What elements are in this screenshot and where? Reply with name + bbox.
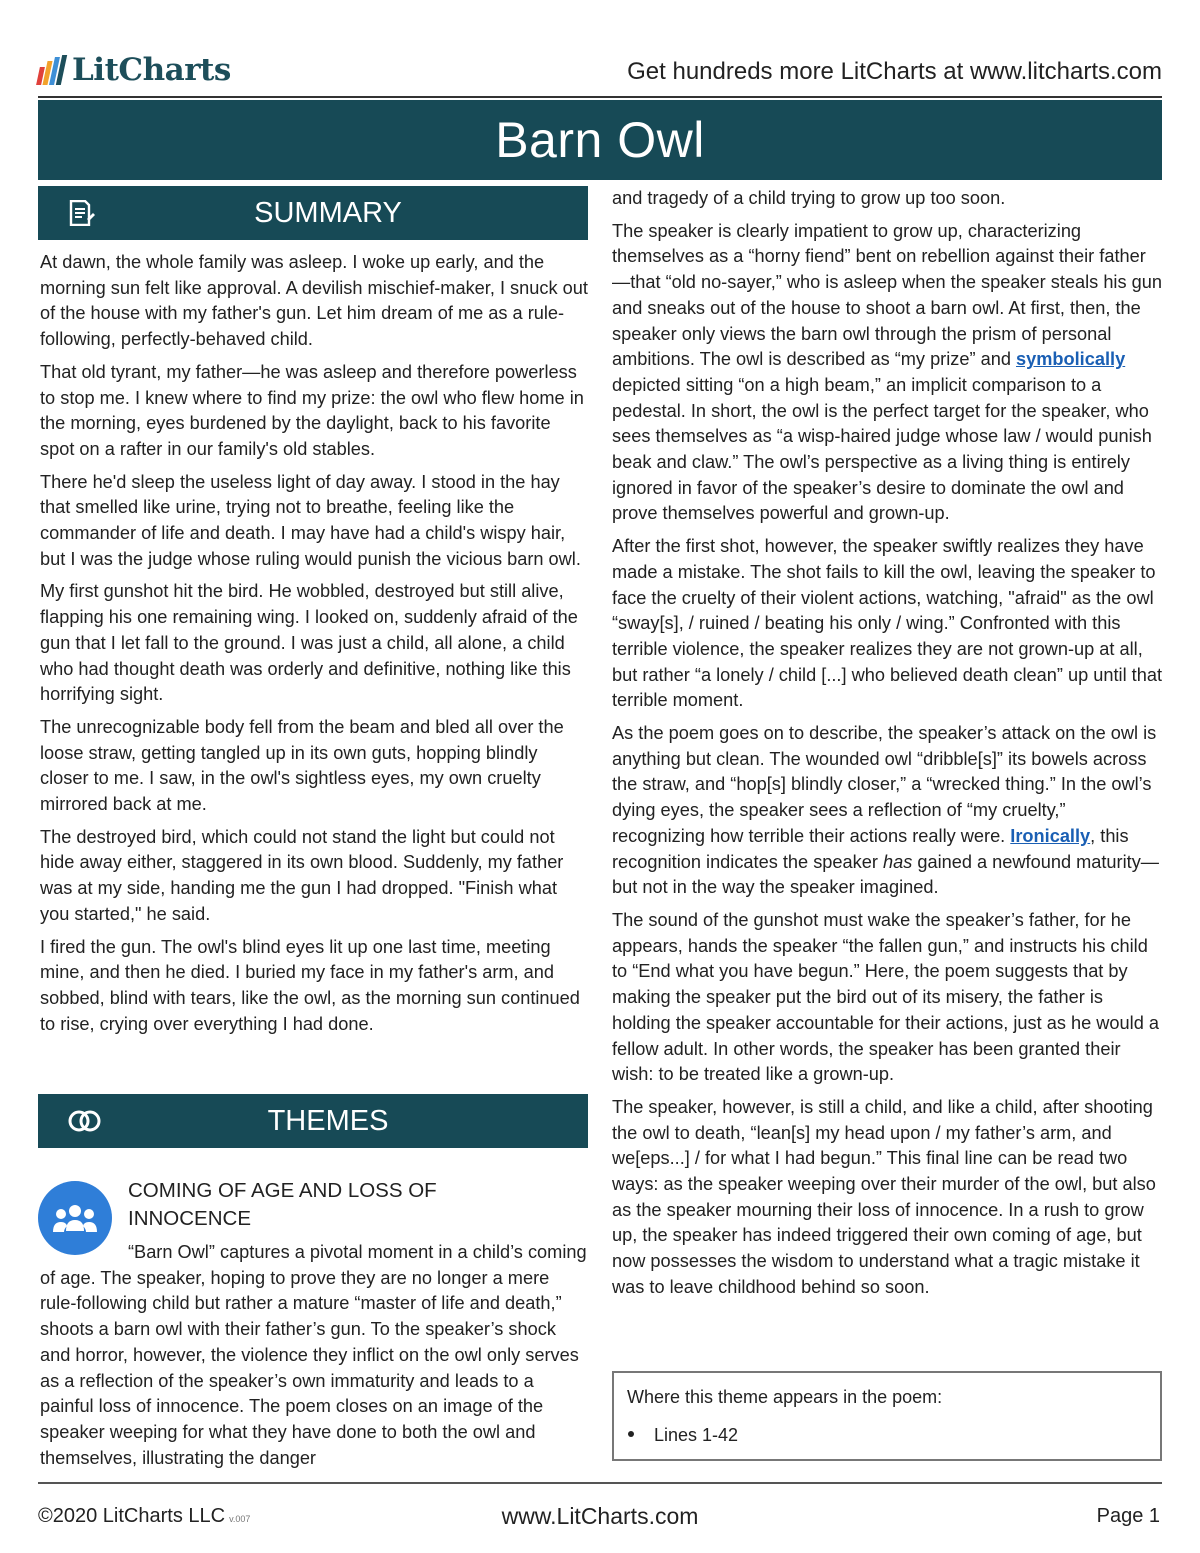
- theme-paragraph: The speaker, however, is still a child, and like a child, after shooting the owl to death, “lean[s] my head upon / my father’s arm, and we[eps...] / for what I had begun.” This final line can be read two ways: as the speaker weeping over their murder of the owl, but also as the speaker mourning their loss of innocence. In a rush to grow up, the speaker has indeed triggered their own coming of age, but now possesses the wisdom to understand what a tragic mistake it was to leave childhood behind so soon.: [612, 1096, 1156, 1297]
- litcharts-logo[interactable]: [38, 52, 231, 88]
- footer-divider: [38, 1482, 1162, 1484]
- title-bar: [38, 100, 1162, 180]
- symbolism-link[interactable]: symbolically: [1016, 349, 1126, 370]
- footer-url[interactable]: www.LitCharts.com: [501, 1503, 699, 1529]
- summary-paragraph: My first gunshot hit the bird. He wobbled, destroyed but still alive, flapping his one remaining wing. I looked on, suddenly afraid of the gun that I let fall to the ground. I was just a child, all alone, a child who had thought death was orderly and definitive, nothing like this horrifying sight.: [40, 581, 578, 705]
- text-run: depicted sitting “on a high beam,” an implicit comparison to a pedestal. In short, the owl is the perfect target for the speaker, who sees themselves as “a wisp-haired judge whose law / would punish beak and claw.” The owl’s perspective as a living thing is entirely ignored in favor of the speaker’s desire to dominate the owl and prove themselves powerful and grown-up.: [612, 374, 1152, 524]
- summary-paragraph: The destroyed bird, which could not stand the light but could not hide away either, staggered in its own blood. Suddenly, my father was at my side, handing me the gun I had dropped. "Finish what you started," he said.: [40, 826, 564, 924]
- copyright-text: ©2020 LitCharts LLC: [38, 1505, 226, 1527]
- theme-paragraph: “Barn Owl” captures a pivotal moment in a child’s coming of age. The speaker, hoping to prove they are no longer a mere rule-following child but rather a mature “master of life and death,” shoots a barn owl with their father’s gun. To the speaker’s shock and horror, however, the violence they inflict on the owl only serves as a reflection of the speaker’s own immaturity and leads to a painful loss of innocence. The poem closes on an image of the speaker weeping for what they have done to both the owl and themselves, illustrating the danger: [40, 1242, 587, 1468]
- theme-body-right: [612, 186, 1162, 1308]
- summary-paragraph: That old tyrant, my father—he was asleep and therefore powerless to stop me. I knew where to find my prize: the owl who flew home in the morning, eyes burdened by the daylight, back to his favorite spot on a rafter in our family's old stables.: [40, 361, 584, 459]
- appearances-title: Where this theme appears in the poem:: [627, 1387, 943, 1407]
- bullet-icon: [628, 1431, 634, 1437]
- summary-body: [40, 250, 588, 1044]
- theme-paragraph: [612, 219, 1162, 527]
- page-header: [38, 50, 1162, 96]
- summary-paragraph: At dawn, the whole family was asleep. I woke up early, and the morning sun felt like approval. A devilish mischief-maker, I snuck out of the house with my father's gun. Let him dream of me as a rule-following, perfectly-behaved child.: [40, 252, 588, 350]
- text-run: , this recognition indicates the speaker: [612, 825, 1129, 872]
- text-run: gained a newfound maturity—but not in the way the speaker imagined.: [612, 851, 1159, 898]
- summary-paragraph: I fired the gun. The owl's blind eyes lit up one last time, meeting mine, and then he died. I buried my face in my father's arm, and sobbed, blind with tears, like the owl, as the morning sun continued to rise, crying over everything I had done.: [40, 936, 580, 1034]
- text-run: As the poem goes on to describe, the speaker’s attack on the owl is anything but clean. The wounded owl “dribble[s]” its bowels across the straw, and “hop[s] blindly closer,” a “wrecked thing.” In the owl’s dying eyes, the speaker sees a reflection of “my cruelty,” recognizing how terrible their actions really were.: [612, 723, 1157, 846]
- theme-appearances-box: [612, 1371, 1162, 1461]
- logo-bars-icon: [38, 55, 66, 85]
- theme-paragraph: and tragedy of a child trying to grow up too soon.: [612, 188, 1006, 208]
- version-text: v.007: [229, 1514, 251, 1524]
- themes-section-bar: [38, 1094, 588, 1148]
- page-title: Barn Owl: [495, 112, 705, 168]
- summary-section-bar: [38, 186, 588, 240]
- appearance-item[interactable]: [628, 1425, 738, 1446]
- page-number: Page 1: [1096, 1505, 1160, 1527]
- emphasis: has: [882, 851, 913, 872]
- appearance-lines: Lines 1-42: [654, 1425, 739, 1445]
- themes-heading: THEMES: [267, 1105, 389, 1137]
- theme-paragraph: [612, 721, 1162, 901]
- theme-paragraph: The sound of the gunshot must wake the speaker’s father, for he appears, hands the speaker “the fallen gun,” and instructs his child to “End what you have begun.” Here, the poem suggests that by making the speaker put the bird out of its misery, the father is holding the speaker accountable for their actions, just as he would a fellow adult. In other words, the speaker has been granted their wish: to be treated like a grown-up.: [612, 909, 1159, 1085]
- summary-heading: SUMMARY: [254, 197, 402, 229]
- theme-title: COMING OF AGE AND LOSS OF INNOCENCE: [128, 1179, 437, 1230]
- logo-text: LitCharts: [72, 52, 231, 88]
- summary-paragraph: There he'd sleep the useless light of day away. I stood in the hay that smelled like urine, trying not to breathe, feeling like the commander of life and death. I may have had a child's wispy hair, but I was the judge whose ruling would punish the vicious barn owl.: [40, 471, 581, 569]
- text-run: The speaker is clearly impatient to grow up, characterizing themselves as a “horny fiend” bent on rebellion against their father—that “old no-sayer,” who is asleep when the speaker steals his gun and sneaks out of the house to shoot a barn owl. At first, then, the speaker only views the barn owl through the prism of personal ambitions. The owl is described as “my prize” and: [612, 220, 1162, 370]
- theme-paragraph: After the first shot, however, the speaker swiftly realizes they have made a mistake. The shot fails to kill the owl, leaving the speaker to face the cruelty of their violent actions, watching, "afraid" as the owl “sway[s], / ruined / beating his only / wing.” Confronted with this terrible violence, the speaker realizes they are not grown-up at all, but rather “a lonely / child [...] who believed death clean” up until that terrible moment.: [612, 536, 1162, 711]
- header-divider: [38, 96, 1162, 98]
- summary-paragraph: The unrecognizable body fell from the beam and bled all over the loose straw, getting tangled up in its own guts, hopping blindly closer to me. I saw, in the owl's sightless eyes, my own cruelty mirrored back at me.: [40, 716, 564, 815]
- irony-link[interactable]: Ironically: [1010, 825, 1091, 846]
- header-promo-link[interactable]: Get hundreds more LitCharts at www.litcharts.com: [627, 58, 1162, 85]
- theme-body-left: [40, 1240, 588, 1478]
